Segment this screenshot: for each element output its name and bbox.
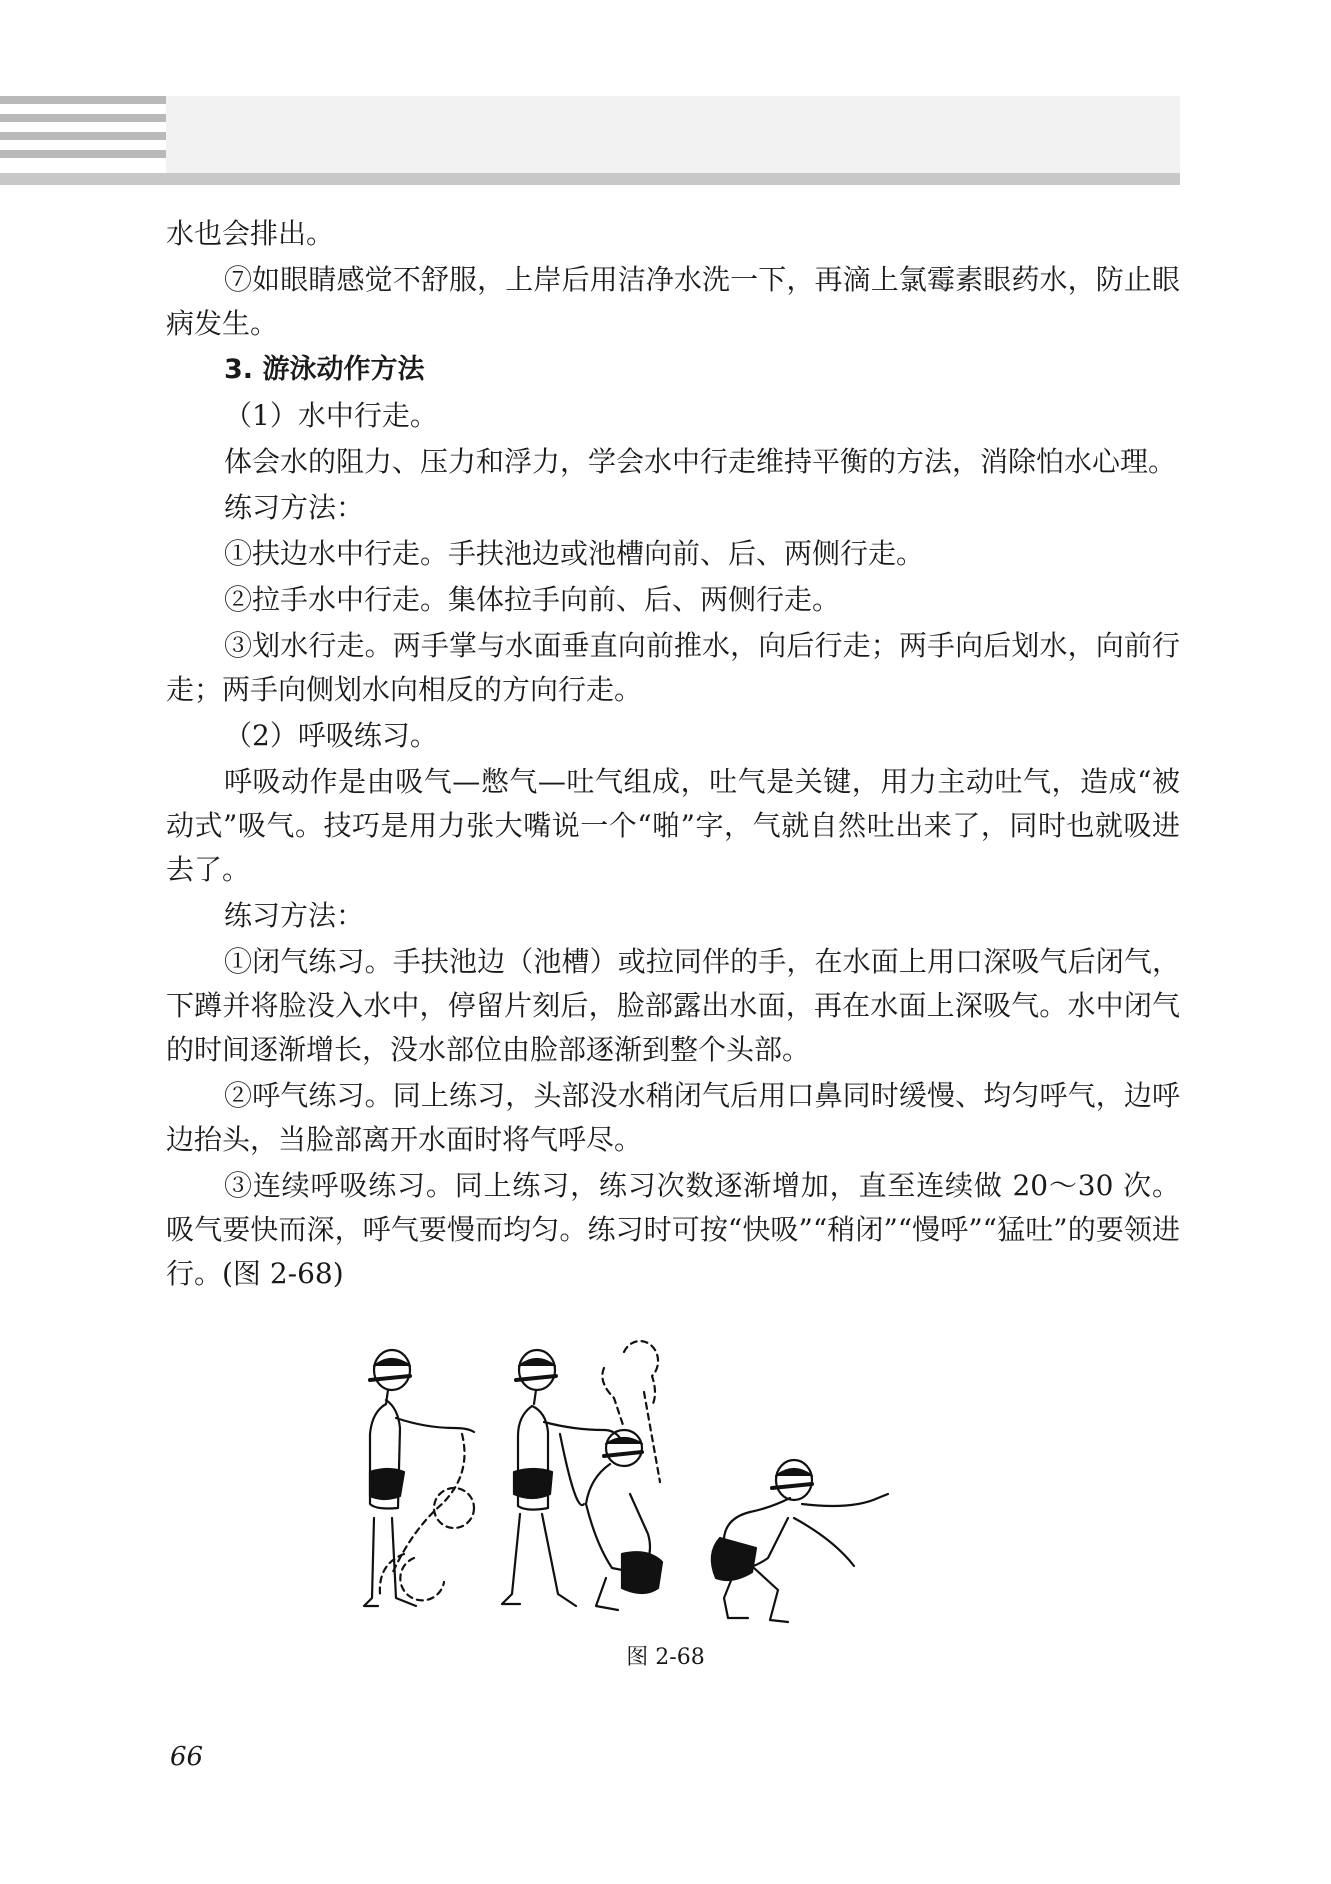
figure-caption: 图 2-68 [626, 1645, 705, 1670]
paragraph: ①扶边水中行走。手扶池边或池槽向前、后、两侧行走。 [224, 537, 925, 570]
paragraph: ①闭气练习。手扶池边（池槽）或拉同伴的手，在水面上用口深吸气后闭气，下蹲并将脸没入水中，停留片刻后，脸部露出水面，再在水面上深吸气。水中闭气的时间逐渐增长，没水部位由脸部逐渐到整个头部。 [166, 945, 1180, 1066]
paragraph: 练习方法： [224, 491, 365, 524]
paragraph: ②拉手水中行走。集体拉手向前、后、两侧行走。 [224, 583, 841, 616]
body-text [166, 212, 1180, 1298]
paragraph: 体会水的阻力、压力和浮力，学会水中行走维持平衡的方法，消除怕水心理。 [224, 445, 1177, 478]
paragraph: 呼吸动作是由吸气—憋气—吐气组成，吐气是关键，用力主动吐气，造成“被动式”吸气。技巧是用力张大嘴说一个“啪”字，气就自然吐出来了，同时也就吸进去了。 [166, 765, 1180, 886]
section-heading: 3. 游泳动作方法 [224, 354, 425, 385]
paragraph: ③连续呼吸练习。同上练习，练习次数逐渐增加，直至连续做 20～30 次。吸气要快而深，呼气要慢而均匀。练习时可按“快吸”“稍闭”“慢呼”“猛吐”的要领进行。(图 2-68) [166, 1169, 1180, 1290]
header-stripe [0, 96, 166, 104]
partner-holding-hands-figure [502, 1341, 662, 1610]
header-stripe [0, 132, 166, 140]
subsection-title: （2）呼吸练习。 [224, 719, 438, 752]
paragraph: ③划水行走。两手掌与水面垂直向前推水，向后行走；两手向后划水，向前行走；两手向侧划水向相反的方向行走。 [166, 629, 1180, 706]
header-stripe [0, 150, 166, 158]
page-header-decoration [0, 96, 1180, 186]
paragraph: ⑦如眼睛感觉不舒服，上岸后用洁净水洗一下，再滴上氯霉素眼药水，防止眼病发生。 [166, 263, 1180, 340]
header-shade [166, 96, 1180, 178]
header-stripe [0, 114, 166, 122]
standing-child-figure [364, 1350, 474, 1606]
breathing-exercise-illustration [344, 1328, 994, 1628]
header-rule [0, 173, 1180, 185]
page-number: 66 [170, 1742, 204, 1772]
paragraph: ②呼气练习。同上练习，头部没水稍闭气后用口鼻同时缓慢、均匀呼气，边呼边抬头，当脸部离开水面时将气呼尽。 [166, 1079, 1180, 1156]
squatting-child-figure [712, 1460, 888, 1622]
paragraph: 练习方法： [224, 899, 365, 932]
paragraph: 水也会排出。 [166, 217, 335, 250]
subsection-title: （1）水中行走。 [224, 399, 438, 432]
